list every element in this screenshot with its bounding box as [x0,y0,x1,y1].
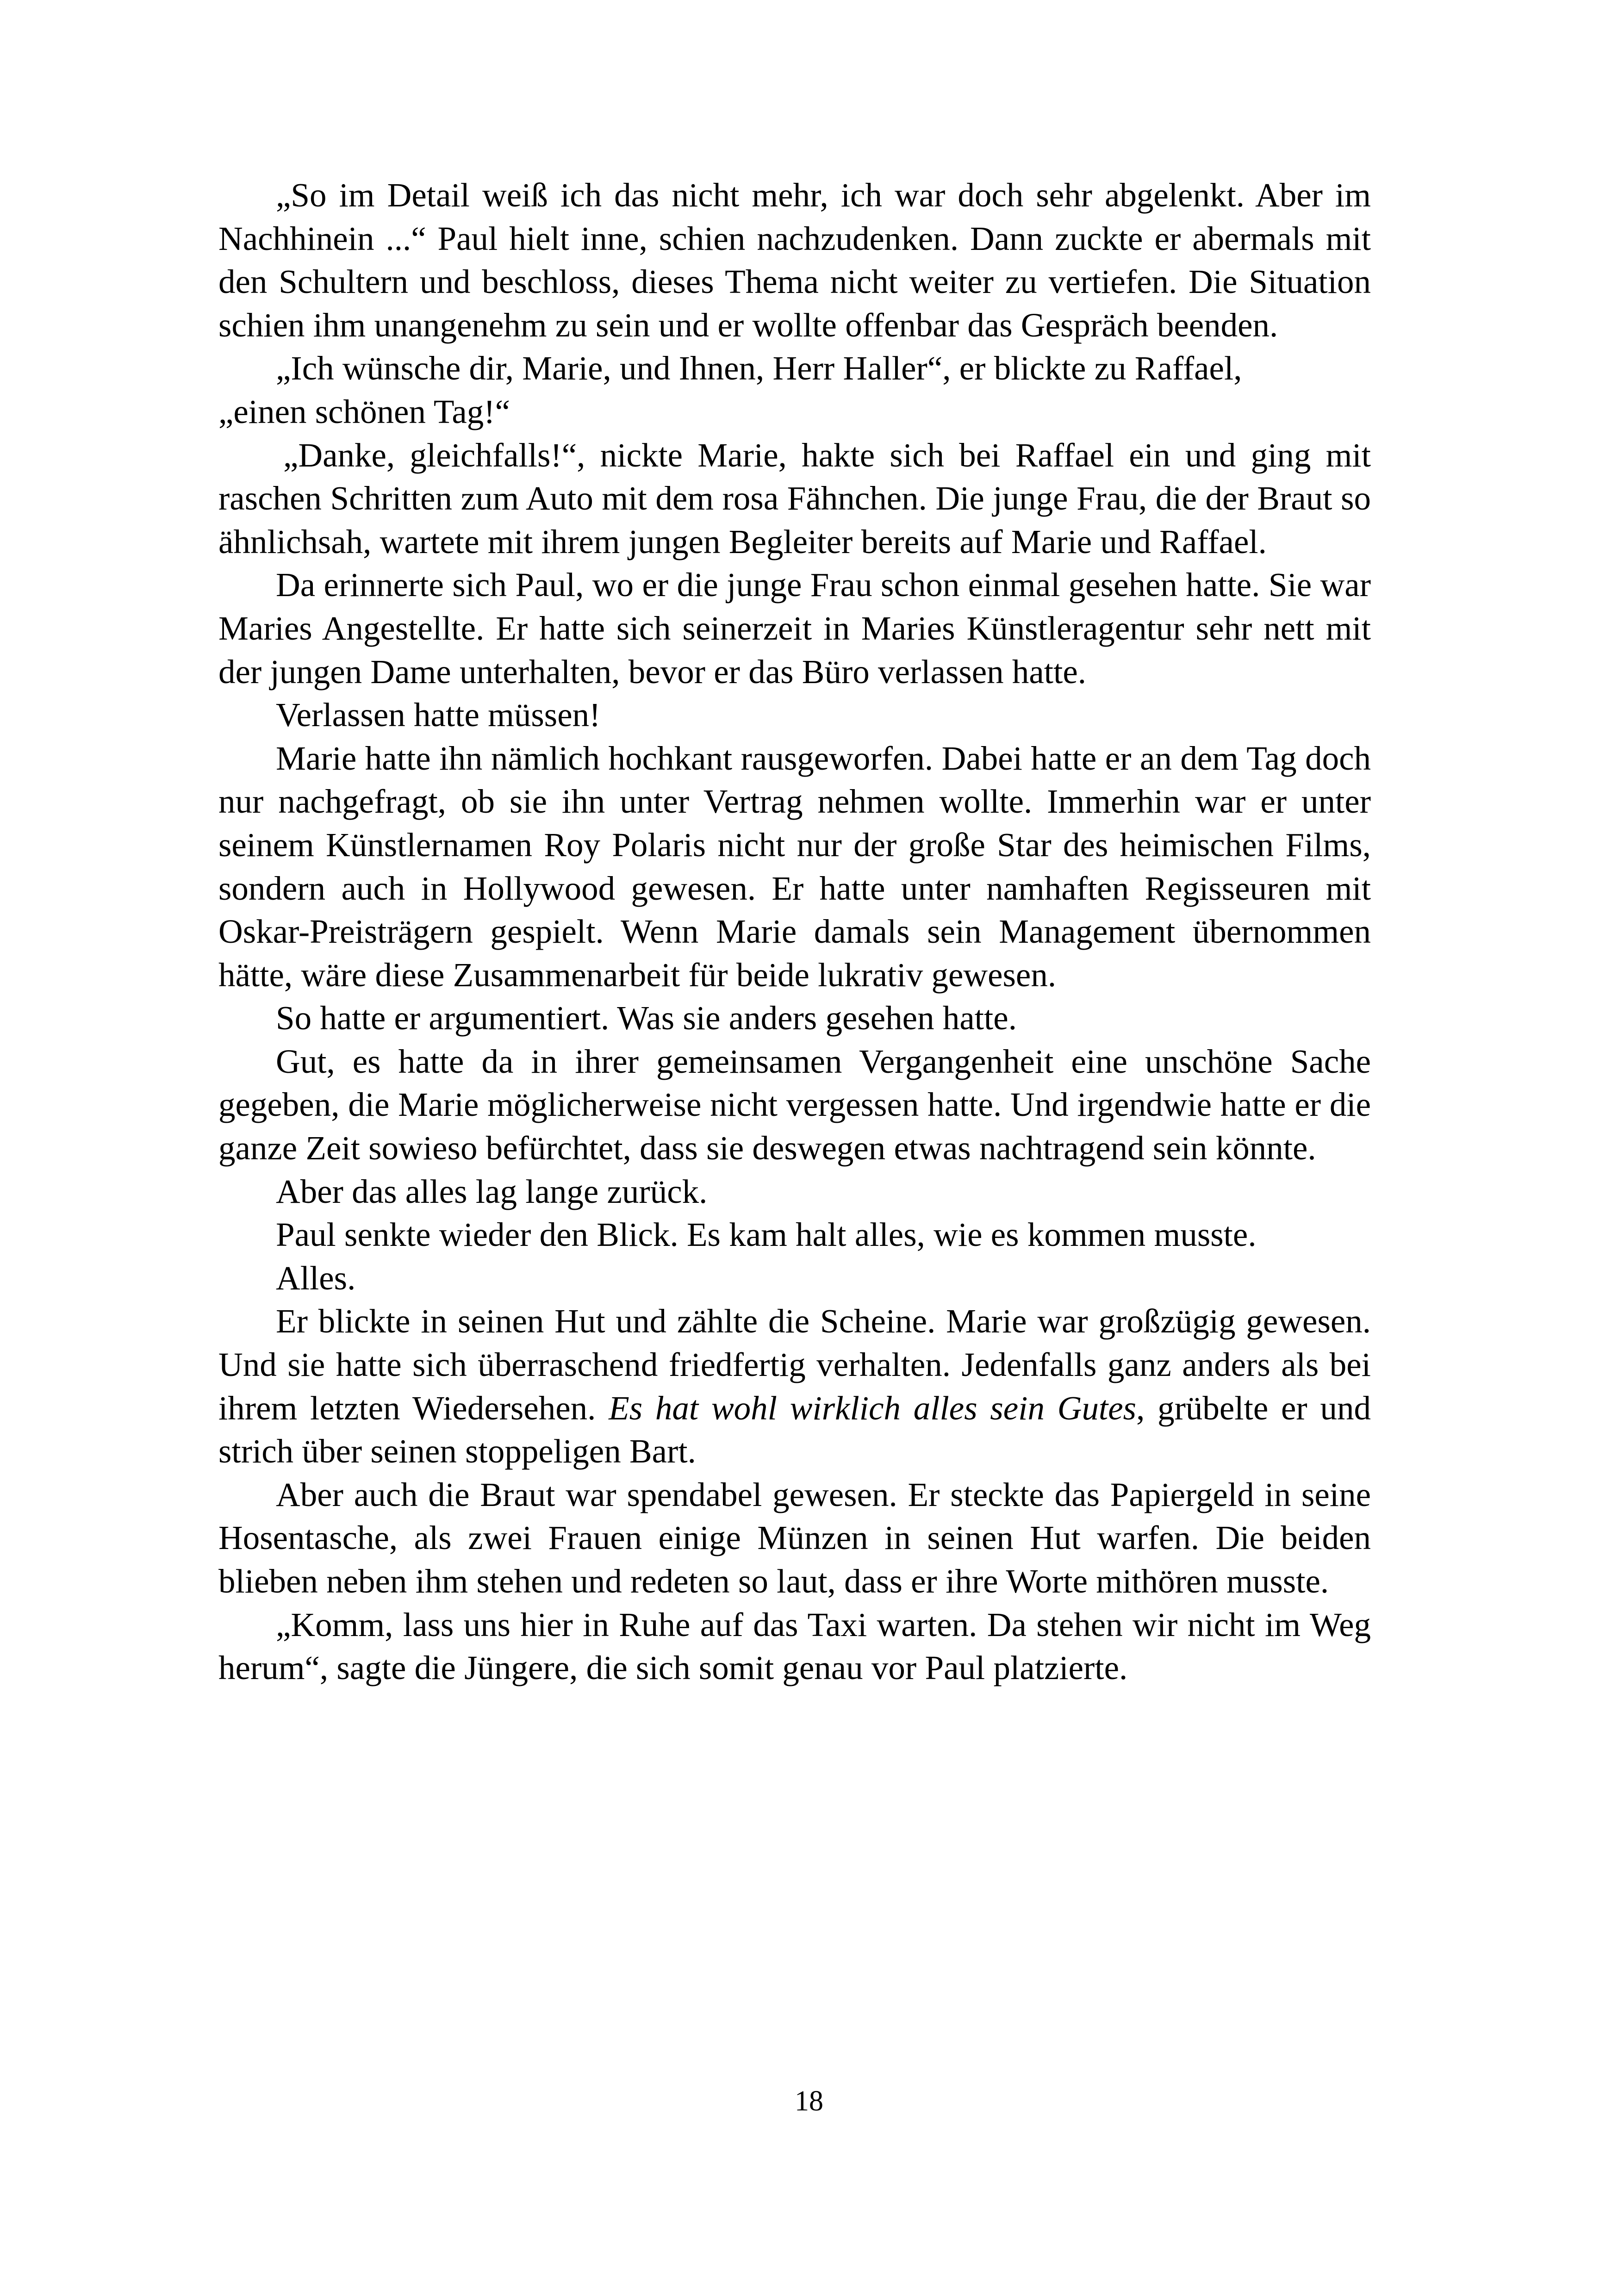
page-body [218,174,1371,1690]
paragraph-erinnerte: Da erinnerte sich Paul, wo er die junge Frau schon einmal gesehen hatte. Sie war Maries Angestellte. Er hatte sich seinerzeit in Maries Künstleragentur sehr nett mit der jungen Dame unterhalten, bevor er das Büro verlassen hatte. [218,566,1371,691]
paragraph-scheine-tail: , grübelte er und strich über seinen stoppeligen Bart. [218,1389,1371,1470]
paragraph-scheine-text: Er blickte in seinen Hut und zählte die Scheine. Marie war großzügig gewesen. Und sie hatte sich überraschend friedfertig verhalten. Jedenfalls ganz anders als bei ihrem letzten Wiedersehen. [218,1302,1371,1427]
paragraph-scheine-italic: Es hat wohl wirklich alles sein Gutes [609,1389,1137,1427]
page-number: 18 [795,2085,823,2117]
paragraph-braut: Aber auch die Braut war spendabel gewesen. Er steckte das Papiergeld in seine Hosentasche, als zwei Frauen einige Münzen in seinen Hut warfen. Die beiden blieben neben ihm stehen und redeten so laut, dass er ihre Worte mithören musste. [218,1475,1371,1600]
paragraph-blick: Paul senkte wieder den Blick. Es kam halt alles, wie es kommen musste. [276,1216,1257,1254]
paragraph-taxi: „Komm, lass uns hier in Ruhe auf das Taxi warten. Da stehen wir nicht im Weg herum“, sagte die Jüngere, die sich somit genau vor Paul platzierte. [218,1605,1371,1687]
paragraph-scheine [218,1300,1371,1473]
paragraph-vergangenheit: Gut, es hatte da in ihrer gemeinsamen Vergangenheit eine unschöne Sache gegeben, die Marie möglicherweise nicht vergessen hatte. Und irgendwie hatte er die ganze Zeit sowieso befürchtet, dass sie deswegen etwas nachtragend sein könnte. [218,1042,1371,1167]
paragraph-rausgeworfen: Marie hatte ihn nämlich hochkant rausgeworfen. Dabei hatte er an dem Tag doch nur nachgefragt, ob sie ihn unter Vertrag nehmen wollte. Immerhin war er unter seinem Künstlernamen Roy Polaris nicht nur der große Star des heimischen Films, sondern auch in Hollywood gewesen. Er hatte unter namhaften Regisseuren mit Oskar-Preisträgern gespielt. Wenn Marie damals sein Management übernommen hätte, wäre diese Zusammenarbeit für beide lukrativ gewesen. [218,739,1371,994]
paragraph-wish-continued: „einen schönen Tag!“ [218,392,510,430]
paragraph-verlassen: Verlassen hatte müssen! [276,696,601,734]
paragraph-detail: „So im Detail weiß ich das nicht mehr, ich war doch sehr abgelenkt. Aber im Nachhinein ...“ Paul hielt inne, schien nachzudenken. Dann zuckte er abermals mit den Schultern und beschloss, dieses Thema nicht weiter zu vertiefen. Die Situation schien ihm unangenehm zu sein und er wollte offenbar das Gespräch beenden. [218,176,1371,344]
paragraph-zurueck: Aber das alles lag lange zurück. [276,1172,708,1210]
paragraph-alles: Alles. [276,1259,356,1297]
paragraph-danke: „Danke, gleichfalls!“, nickte Marie, hakte sich bei Raffael ein und ging mit raschen Schritten zum Auto mit dem rosa Fähnchen. Die junge Frau, die der Braut so ähnlichsah, wartete mit ihrem jungen Begleiter bereits auf Marie und Raffael. [218,436,1371,560]
paragraph-argumentiert: So hatte er argumentiert. Was sie anders gesehen hatte. [276,999,1017,1037]
paragraph-wish: „Ich wünsche dir, Marie, und Ihnen, Herr Haller“, er blickte zu Raffael, [276,349,1242,387]
